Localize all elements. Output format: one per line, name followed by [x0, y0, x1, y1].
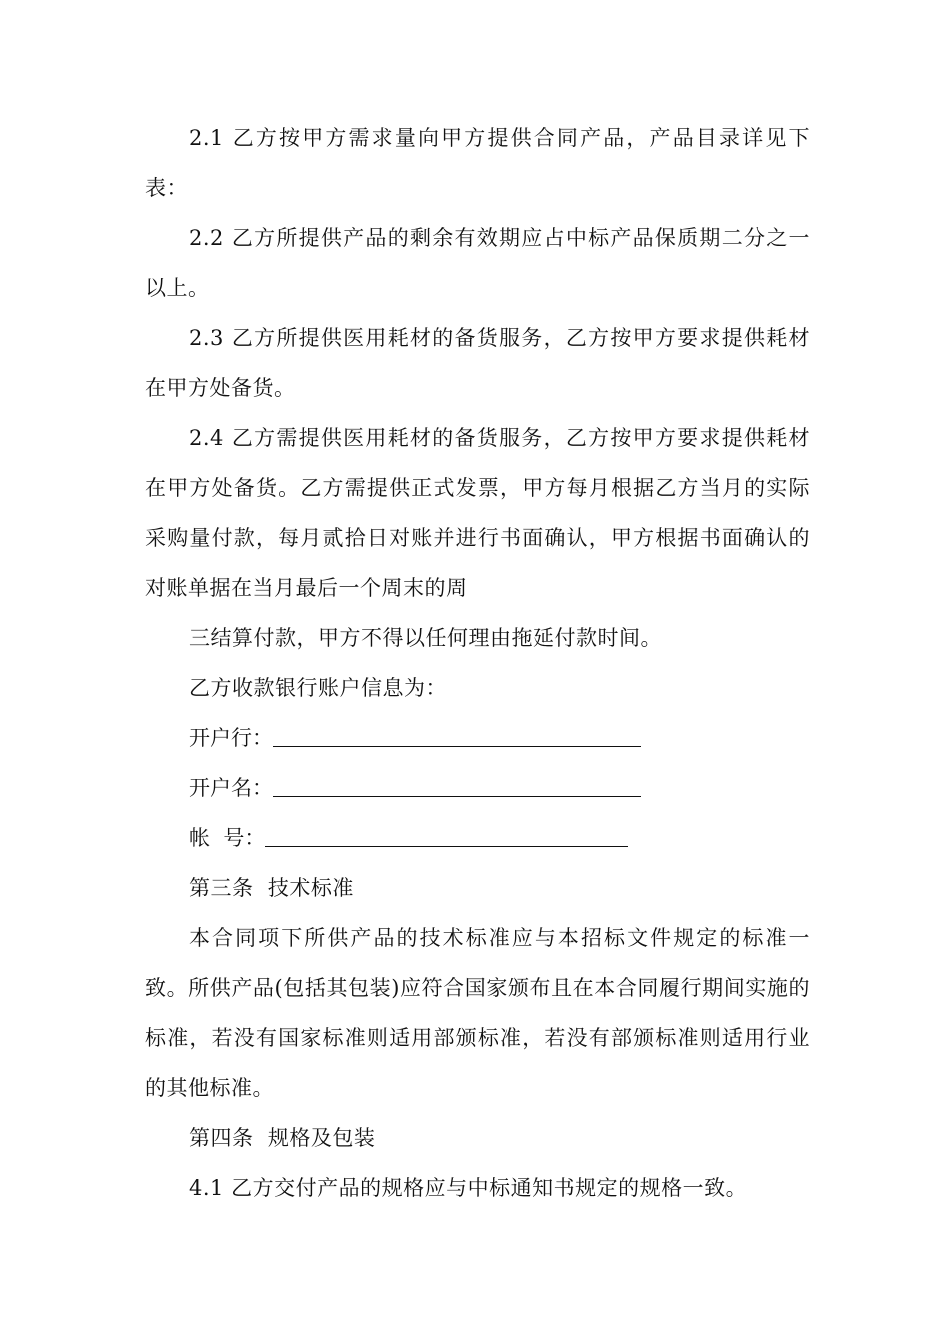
bank-info-intro: 乙方收款银行账户信息为：: [189, 676, 447, 700]
bank-name-blank: [273, 716, 641, 747]
account-number-row: [145, 813, 810, 863]
document-body: [145, 113, 810, 1213]
clause-2-2: 2.2 乙方所提供产品的剩余有效期应占中标产品保质期二分之一以上。: [145, 226, 810, 300]
account-name-blank: [273, 766, 641, 797]
article-4-heading: 第四条 规格及包装: [189, 1126, 376, 1150]
clause-2-3: 2.3 乙方所提供医用耗材的备货服务，乙方按甲方要求提供耗材在甲方处备货。: [145, 326, 810, 400]
account-name-row: [145, 763, 810, 813]
clause-2-4: 2.4 乙方需提供医用耗材的备货服务，乙方按甲方要求提供耗材在甲方处备货。乙方需提供正式发票，甲方每月根据乙方当月的实际采购量付款，每月贰拾日对账并进行书面确认，甲方根据书面确认的对账单据在当月最后一个周末的周: [145, 426, 810, 600]
clause-4-1: 4.1 乙方交付产品的规格应与中标通知书规定的规格一致。: [189, 1176, 748, 1200]
article-3-heading: 第三条 技术标准: [189, 876, 354, 900]
account-number-label: 帐 号：: [189, 826, 266, 850]
account-name-label: 开户名：: [189, 776, 273, 800]
clause-2-4-continued: 三结算付款，甲方不得以任何理由拖延付款时间。: [189, 626, 662, 650]
account-number-blank: [265, 816, 628, 847]
article-3-body: 本合同项下所供产品的技术标准应与本招标文件规定的标准一致。所供产品(包括其包装)应符合国家颁布且在本合同履行期间实施的标准，若没有国家标准则适用部颁标准，若没有部颁标准则适用行业的其他标准。: [145, 926, 810, 1100]
clause-2-1: 2.1 乙方按甲方需求量向甲方提供合同产品，产品目录详见下表：: [145, 126, 810, 200]
bank-name-row: [145, 713, 810, 763]
bank-name-label: 开户行：: [189, 726, 273, 750]
